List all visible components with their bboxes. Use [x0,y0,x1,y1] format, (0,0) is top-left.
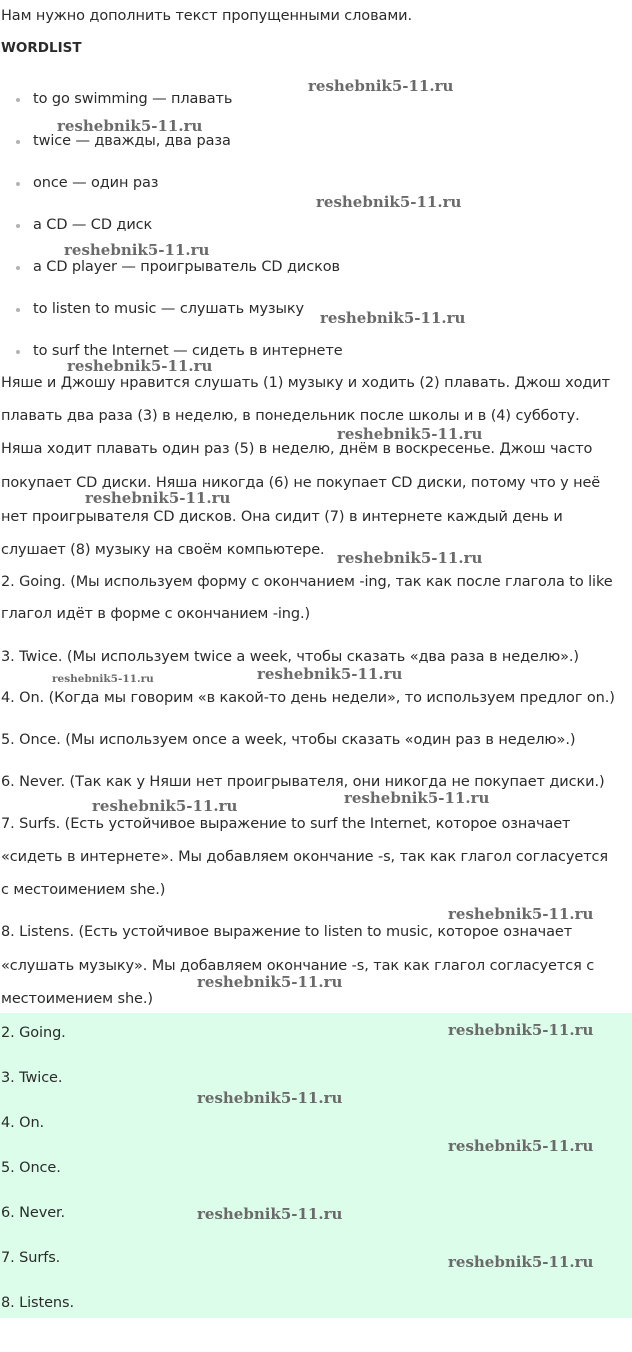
watermark: reshebnik5-11.ru [344,789,490,807]
watermark: reshebnik5-11.ru [197,1205,343,1223]
answer-item: 5. Once. [1,1160,61,1176]
watermark: reshebnik5-11.ru [320,309,466,327]
bullet-icon [16,182,20,186]
text-line: плавать два раза (3) в неделю, в понедельник после школы и в (4) субботу. [1,408,580,424]
bullet-icon [16,308,20,312]
text-line: Няше и Джошу нравится слушать (1) музыку и ходить (2) плавать. Джош ходит [1,375,610,391]
text-line: слушает (8) музыку на своём компьютере. [1,542,325,558]
watermark: reshebnik5-11.ru [197,1089,343,1107]
answer-item: 2. Going. [1,1025,66,1041]
explanation-line: 7. Surfs. (Есть устойчивое выражение to surf the Internet, которое означает [1,816,571,832]
watermark: reshebnik5-11.ru [257,665,403,683]
watermark: reshebnik5-11.ru [67,357,213,375]
watermark: reshebnik5-11.ru [57,117,203,135]
watermark: reshebnik5-11.ru [448,1021,594,1039]
watermark: reshebnik5-11.ru [337,425,483,443]
text-line: нет проигрывателя CD дисков. Она сидит (7) в интернете каждый день и [1,509,563,525]
intro-text: Нам нужно дополнить текст пропущенными словами. [1,8,412,24]
watermark: reshebnik5-11.ru [197,973,343,991]
wordlist-item: twice — дважды, два раза [33,133,231,149]
explanation-line: 8. Listens. (Есть устойчивое выражение to listen to music, которое означает [1,924,573,940]
explanation-line: местоимением she.) [1,991,153,1007]
watermark: reshebnik5-11.ru [85,489,231,507]
watermark: reshebnik5-11.ru [448,1137,594,1155]
wordlist-item: to listen to music — слушать музыку [33,301,305,317]
wordlist-item: a CD player — проигрыватель CD дисков [33,259,340,275]
wordlist-item: a CD — CD диск [33,217,153,233]
bullet-icon [16,98,20,102]
wordlist-item: to surf the Internet — сидеть в интернете [33,343,343,359]
answer-item: 7. Surfs. [1,1250,61,1266]
explanation-line: 3. Twice. (Мы используем twice a week, чтобы сказать «два раза в неделю».) [1,649,579,665]
explanation-line: 2. Going. (Мы используем форму с окончанием -ing, так как после глагола to like [1,574,613,590]
wordlist-item: to go swimming — плавать [33,91,233,107]
wordlist-heading: WORDLIST [1,40,82,56]
watermark: reshebnik5-11.ru [448,1253,594,1271]
bullet-icon [16,350,20,354]
explanation-line: с местоимением she.) [1,882,166,898]
watermark: reshebnik5-11.ru [337,549,483,567]
watermark: reshebnik5-11.ru [316,193,462,211]
answer-item: 3. Twice. [1,1070,63,1086]
explanation-line: 5. Once. (Мы используем once a week, чтобы сказать «один раз в неделю».) [1,732,576,748]
explanation-line: «сидеть в интернете». Мы добавляем окончание -s, так как глагол согласуется [1,849,609,865]
watermark: reshebnik5-11.ru [308,77,454,95]
watermark: reshebnik5-11.ru [64,241,210,259]
answer-item: 8. Listens. [1,1295,74,1311]
answer-box [0,1013,632,1318]
wordlist-item: once — один раз [33,175,159,191]
text-line: Няша ходит плавать один раз (5) в неделю, днём в воскресенье. Джош часто [1,441,593,457]
text-line: покупает CD диски. Няша никогда (6) не покупает CD диски, потому что у неё [1,475,601,491]
explanation-line: 4. On. (Когда мы говорим «в какой-то день недели», то используем предлог on.) [1,690,615,706]
explanation-line: 6. Never. (Так как у Няши нет проигрывателя, они никогда не покупает диски.) [1,774,605,790]
explanation-line: глагол идёт в форме с окончанием -ing.) [1,606,311,622]
watermark: reshebnik5-11.ru [52,673,154,685]
bullet-icon [16,140,20,144]
answer-item: 6. Never. [1,1205,66,1221]
watermark: reshebnik5-11.ru [92,797,238,815]
bullet-icon [16,266,20,270]
explanation-line: «слушать музыку». Мы добавляем окончание -s, так как глагол согласуется с [1,958,595,974]
watermark: reshebnik5-11.ru [448,905,594,923]
bullet-icon [16,224,20,228]
answer-item: 4. On. [1,1115,45,1131]
